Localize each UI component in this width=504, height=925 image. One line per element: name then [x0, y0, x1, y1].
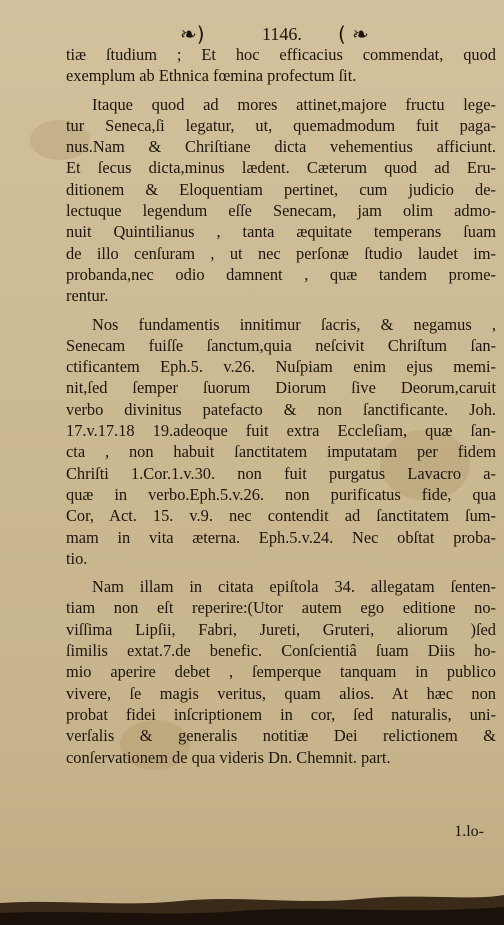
- text-line: verbo divinitus patefacto & non ſanctificante. Joh.: [66, 399, 496, 419]
- text-line: Chriſti 1.Cor.1.v.30. non fuit purgatus Lavacro a-: [66, 463, 496, 483]
- text-line: viſſima Lipſii, Fabri, Jureti, Gruteri, aliorum )ſed: [66, 619, 496, 639]
- left-ornament: ❧): [180, 22, 205, 46]
- text-line: verſalis & generalis notitiæ Dei relictionem &: [66, 726, 496, 746]
- text-line: nit,ſed ſemper ſuorum Diorum ſive Deorum,caruit: [66, 378, 496, 398]
- text-line: tiam non eſt reperire:(Utor autem ego editione no-: [66, 598, 496, 618]
- text-line: Nam illam in citata epiſtola 34. allegatam ſenten-: [92, 577, 496, 597]
- text-line: nuit Quintilianus , tanta æquitate temperans ſuam: [66, 222, 496, 242]
- paragraph-gap: [66, 87, 496, 94]
- text-line: exemplum ab Ethnica fœmina profectum ſit.: [66, 66, 357, 86]
- page-number: 1146.: [262, 24, 302, 44]
- paragraph-gap: [66, 569, 496, 576]
- text-line: ctificantem Eph.5. v.26. Nuſpiam enim ejus memi-: [66, 357, 496, 377]
- text-line: probanda,nec odio damnent , quæ tandem prome-: [66, 264, 496, 284]
- text-line: quæ in verbo.Eph.5.v.26. non purificatus fide, qua: [66, 484, 496, 504]
- text-line: Senecam fuiſſe ſanctum,quia neſcivit Chriſtum ſan-: [66, 335, 496, 355]
- text-line: ditionem & Eloquentiam pertinet, cum judicio de-: [66, 179, 496, 199]
- text-line: Nos fundamentis innitimur ſacris, & negamus ,: [92, 314, 496, 334]
- text-line: lectuque legendum eſſe Senecam, jam olim admo-: [66, 201, 496, 221]
- text-line: 17.v.17.18 19.adeoque fuit extra Eccleſiam, quæ ſan-: [66, 421, 496, 441]
- text-line: conſervationem de qua videris Dn. Chemnit. part.: [66, 747, 391, 767]
- text-line: cta , non habuit ſanctitatem imputatam per fidem: [66, 442, 496, 462]
- text-line: vivere, ſe magis veritus, quam alios. At hæc non: [66, 683, 496, 703]
- text-line: de illo cenſuram , ut nec perſonæ ſtudio laudet im-: [66, 243, 496, 263]
- text-line: Et ſecus dicta,minus lædent. Cæterum quod ad Eru-: [66, 158, 496, 178]
- right-ornament: ( ❧: [338, 22, 369, 46]
- text-line: probat fidei inſcriptionem in cor, ſed naturalis, uni-: [66, 704, 496, 724]
- text-line: mio aperire debet , ſemperque tanquam in publico: [66, 662, 496, 682]
- body-text: [66, 44, 496, 768]
- text-line: tio.: [66, 548, 88, 568]
- text-line: nus.Nam & Chriſtiane dicta vehementius afficiunt.: [66, 137, 496, 157]
- text-line: tiæ ſtudium ; Et hoc efficacius commendat, quod: [66, 45, 496, 64]
- text-line: Cor, Act. 15. v.9. nec contendit ad ſanctitatem ſum-: [66, 506, 496, 526]
- paragraph-gap: [66, 307, 496, 314]
- text-line: tur Seneca,ſi legatur, ut, quemadmodum fuit paga-: [66, 115, 496, 135]
- text-line: rentur.: [66, 286, 109, 306]
- torn-bottom-edge: [0, 855, 504, 925]
- catchword: 1.lo-: [454, 823, 484, 840]
- text-line: Itaque quod ad mores attinet,majore fructu lege-: [92, 94, 496, 114]
- text-line: ſimilis extat.7.de benefic. Conſcientiâ ſuam Diis ho-: [66, 641, 496, 661]
- text-line: mam in vita æterna. Eph.5.v.24. Nec obſtat proba-: [66, 527, 496, 547]
